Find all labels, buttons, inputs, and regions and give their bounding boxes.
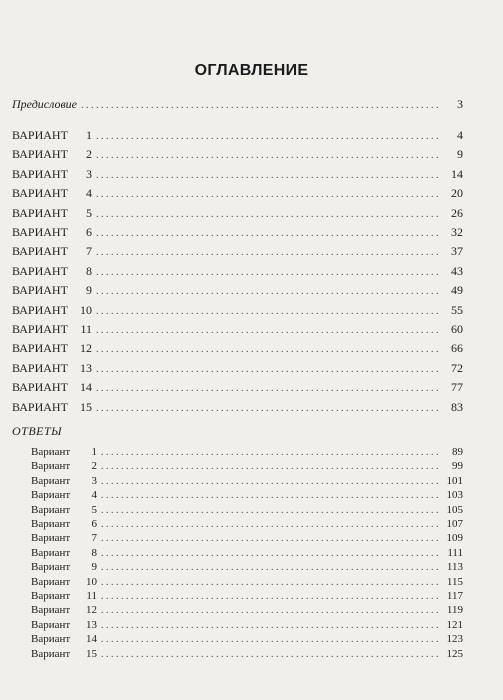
variant-number: 8 xyxy=(91,546,97,559)
page-number: 9 xyxy=(457,147,463,162)
variant-number: 4 xyxy=(91,489,97,502)
variant-word: ВАРИАНТ xyxy=(12,341,68,356)
variant-word: ВАРИАНТ xyxy=(12,147,68,162)
toc-entry-variant-15[interactable] xyxy=(12,400,463,416)
entry-label xyxy=(12,186,92,201)
page-number: 89 xyxy=(452,446,463,458)
variant-number: 3 xyxy=(86,166,92,181)
toc-entry-variant-14[interactable] xyxy=(12,380,463,396)
page-number: 37 xyxy=(451,244,463,259)
entry-label xyxy=(12,128,92,143)
variant-number: 6 xyxy=(91,518,97,530)
variant-number: 11 xyxy=(86,590,97,602)
variant-word: ВАРИАНТ xyxy=(12,399,68,414)
toc-entry-variant-11[interactable] xyxy=(12,322,463,338)
variant-word: ВАРИАНТ xyxy=(12,302,68,317)
toc-entry-variant-8[interactable] xyxy=(12,264,463,280)
page-number: 60 xyxy=(451,322,463,336)
toc-entry-variant-2[interactable] xyxy=(12,147,463,163)
page-number: 77 xyxy=(451,380,463,395)
page-number: 26 xyxy=(451,205,463,220)
entry-label xyxy=(31,561,97,573)
variant-word: Вариант xyxy=(31,474,71,487)
page-number: 119 xyxy=(446,604,463,617)
variant-number: 1 xyxy=(86,128,92,142)
variant-number: 7 xyxy=(86,244,92,259)
variant-word: Вариант xyxy=(31,633,71,646)
variant-word: Вариант xyxy=(31,561,71,574)
dot-leader xyxy=(96,344,441,355)
toc-entry-answer-5[interactable] xyxy=(31,504,463,518)
variant-word: Вариант xyxy=(31,532,71,545)
entry-label xyxy=(31,576,97,588)
toc-entry-variant-10[interactable] xyxy=(12,303,463,319)
dot-leader xyxy=(101,447,441,458)
variant-word: ВАРИАНТ xyxy=(12,283,68,298)
toc-entry-answer-8[interactable] xyxy=(31,547,463,561)
dot-leader xyxy=(96,170,441,181)
dot-leader xyxy=(96,306,441,317)
toc-entry-preface[interactable] xyxy=(12,97,463,113)
toc-entry-answer-3[interactable] xyxy=(31,475,463,489)
variant-word: ВАРИАНТ xyxy=(12,205,68,220)
variant-word: ВАРИАНТ xyxy=(12,128,68,142)
variant-number: 14 xyxy=(80,380,92,395)
preface-label: Предисловие xyxy=(12,97,78,111)
page-number: 20 xyxy=(451,186,463,201)
variant-number: 8 xyxy=(86,263,92,278)
variant-word: ВАРИАНТ xyxy=(12,225,68,239)
entry-label xyxy=(12,147,92,162)
entry-label xyxy=(12,380,92,395)
dot-leader xyxy=(101,533,441,544)
entry-label xyxy=(31,604,97,616)
toc-entry-answer-11[interactable] xyxy=(31,590,463,604)
entry-label xyxy=(12,264,92,279)
page-number: 109 xyxy=(446,532,463,545)
variant-word: Вариант xyxy=(31,503,71,516)
dot-leader xyxy=(101,577,441,588)
entry-label xyxy=(31,504,97,516)
entry-label xyxy=(12,361,92,376)
dot-leader xyxy=(96,325,441,336)
variant-number: 12 xyxy=(80,341,92,356)
page-number: 111 xyxy=(447,546,463,559)
dot-leader xyxy=(101,634,441,645)
variant-word: ВАРИАНТ xyxy=(12,322,68,336)
dot-leader xyxy=(101,562,441,573)
page-number: 113 xyxy=(446,561,463,574)
variant-word: Вариант xyxy=(31,489,71,502)
variant-word: Вариант xyxy=(31,446,71,458)
variant-number: 9 xyxy=(91,561,97,574)
entry-label xyxy=(12,206,92,221)
entry-label xyxy=(12,341,92,356)
toc-entry-answer-15[interactable] xyxy=(31,648,463,662)
page-number: 115 xyxy=(446,575,463,588)
entry-label xyxy=(12,283,92,298)
variant-word: Вариант xyxy=(31,604,71,617)
variant-number: 11 xyxy=(80,322,92,336)
page-number: 32 xyxy=(451,225,463,239)
dot-leader xyxy=(101,519,441,530)
answers-heading: ОТВЕТЫ xyxy=(12,424,63,438)
variant-number: 14 xyxy=(86,633,97,646)
variant-word: Вариант xyxy=(31,647,71,660)
dot-leader xyxy=(96,131,441,142)
toc-entry-variant-13[interactable] xyxy=(12,361,463,377)
entry-label xyxy=(31,547,97,559)
page-number: 125 xyxy=(446,647,463,660)
variant-word: ВАРИАНТ xyxy=(12,166,68,181)
dot-leader xyxy=(96,383,441,394)
entry-label xyxy=(12,225,92,240)
variant-word: Вариант xyxy=(31,575,71,588)
dot-leader xyxy=(101,490,441,501)
entry-label xyxy=(31,590,97,602)
variant-number: 4 xyxy=(86,186,92,201)
toc-entry-variant-3[interactable] xyxy=(12,167,463,183)
dot-leader xyxy=(81,100,441,111)
entry-label xyxy=(31,619,97,631)
entry-label xyxy=(31,648,97,660)
toc-entry-answer-9[interactable] xyxy=(31,561,463,575)
entry-label xyxy=(12,244,92,259)
dot-leader xyxy=(96,209,441,220)
toc-entry-answer-14[interactable] xyxy=(31,633,463,647)
variant-word: Вариант xyxy=(31,518,71,530)
page-number: 14 xyxy=(451,166,463,181)
toc-entry-answer-4[interactable] xyxy=(31,489,463,503)
page-number: 83 xyxy=(451,399,463,414)
page-number: 103 xyxy=(446,489,463,502)
variant-number: 10 xyxy=(86,575,97,588)
page-number: 101 xyxy=(446,474,463,487)
entry-label xyxy=(12,167,92,182)
variant-word: ВАРИАНТ xyxy=(12,360,68,375)
toc-entry-variant-7[interactable] xyxy=(12,244,463,260)
dot-leader xyxy=(101,620,441,631)
variant-word: ВАРИАНТ xyxy=(12,186,68,201)
page-number: 72 xyxy=(451,360,463,375)
variant-word: Вариант xyxy=(31,590,71,602)
dot-leader xyxy=(101,476,441,487)
dot-leader xyxy=(101,548,441,559)
page-number: 49 xyxy=(451,283,463,298)
variant-word: Вариант xyxy=(31,546,71,559)
dot-leader xyxy=(96,189,441,200)
variant-number: 15 xyxy=(80,399,92,414)
page-number: 55 xyxy=(451,302,463,317)
toc-entry-variant-6[interactable] xyxy=(12,225,463,241)
toc-entry-answer-2[interactable] xyxy=(31,460,463,474)
entry-label xyxy=(31,633,97,645)
variant-word: ВАРИАНТ xyxy=(12,244,68,259)
dot-leader xyxy=(96,247,441,258)
toc-entry-variant-5[interactable] xyxy=(12,206,463,222)
variant-number: 15 xyxy=(86,647,97,660)
entry-label xyxy=(31,460,97,472)
variant-word: Вариант xyxy=(31,460,71,473)
entry-label xyxy=(12,303,92,318)
variant-number: 9 xyxy=(86,283,92,298)
variant-number: 10 xyxy=(80,302,92,317)
toc-entry-answer-7[interactable] xyxy=(31,532,463,546)
dot-leader xyxy=(101,649,441,660)
toc-entry-variant-12[interactable] xyxy=(12,341,463,357)
variant-number: 7 xyxy=(91,532,97,545)
variant-word: Вариант xyxy=(31,618,71,631)
page-number: 4 xyxy=(457,128,463,142)
dot-leader xyxy=(96,150,441,161)
variant-number: 13 xyxy=(80,360,92,375)
page-number: 105 xyxy=(446,503,463,516)
entry-label xyxy=(31,518,97,530)
dot-leader xyxy=(101,505,441,516)
entry-label xyxy=(12,322,92,337)
toc-entry-answer-13[interactable] xyxy=(31,619,463,633)
toc-entry-variant-4[interactable] xyxy=(12,186,463,202)
dot-leader xyxy=(96,286,441,297)
variant-number: 5 xyxy=(91,503,97,516)
entry-label xyxy=(31,532,97,544)
dot-leader xyxy=(96,267,441,278)
dot-leader xyxy=(101,461,441,472)
toc-entry-variant-1[interactable] xyxy=(12,128,463,144)
variant-number: 12 xyxy=(86,604,97,617)
page-number: 123 xyxy=(446,633,463,646)
page-number: 99 xyxy=(452,460,463,473)
dot-leader xyxy=(96,228,441,239)
toc-entry-variant-9[interactable] xyxy=(12,283,463,299)
toc-entry-answer-1[interactable] xyxy=(31,446,463,460)
toc-entry-answer-10[interactable] xyxy=(31,576,463,590)
entry-label xyxy=(31,489,97,501)
dot-leader xyxy=(101,605,441,616)
page-number: 121 xyxy=(446,618,463,631)
toc-entry-answer-6[interactable] xyxy=(31,518,463,532)
dot-leader xyxy=(96,364,441,375)
page-number: 66 xyxy=(451,341,463,356)
variant-number: 6 xyxy=(86,225,92,239)
variant-number: 2 xyxy=(91,460,97,473)
variant-number: 1 xyxy=(91,446,97,458)
variant-word: ВАРИАНТ xyxy=(12,380,68,395)
page-number: 3 xyxy=(457,97,463,111)
page-title: ОГЛАВЛЕНИЕ xyxy=(194,62,309,79)
variant-number: 13 xyxy=(86,618,97,631)
variant-number: 2 xyxy=(86,147,92,162)
page-number: 117 xyxy=(446,590,463,602)
page-number: 43 xyxy=(451,263,463,278)
variant-number: 5 xyxy=(86,205,92,220)
entry-label xyxy=(31,446,97,458)
variant-number: 3 xyxy=(91,474,97,487)
page-number: 107 xyxy=(446,518,463,530)
entry-label xyxy=(12,400,92,415)
entry-label xyxy=(31,475,97,487)
dot-leader xyxy=(101,591,441,602)
dot-leader xyxy=(96,403,441,414)
variant-word: ВАРИАНТ xyxy=(12,263,68,278)
toc-entry-answer-12[interactable] xyxy=(31,604,463,618)
